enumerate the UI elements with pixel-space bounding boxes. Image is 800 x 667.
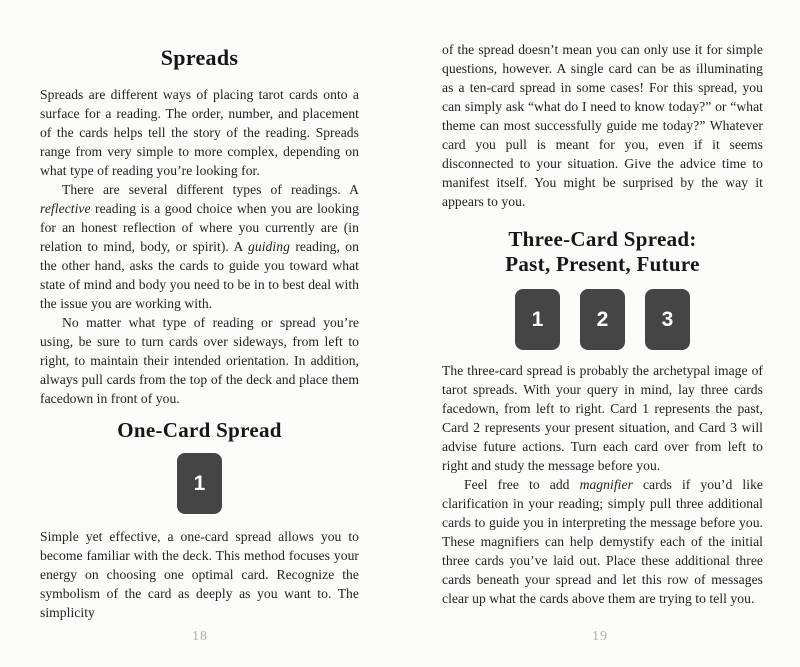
tarot-card-graphic-1 — [177, 453, 222, 514]
three-card-row — [442, 289, 763, 350]
paragraph-spreads-intro: Spreads are different ways of placing tarot cards onto a surface for a reading. The order, number, and placement of the cards helps tell the story of the reading. Spreads range from very simple to more complex, depending on what type of reading you’re looking for. — [40, 87, 359, 178]
card-number: 3 — [661, 307, 674, 331]
paragraph-one-card-description: Simple yet effective, a one-card spread allows you to become familiar with the deck. This method focuses your energy on choosing one optimal card. Recognize the symbolism of the card as deeply as you want to. The simplicity — [40, 529, 359, 620]
paragraph-one-card-continued: of the spread doesn’t mean you can only use it for simple questions, however. A single card can be as illuminating as a ten-card spread in some cases! For this spread, you can simply ask “what do I need to know today?” or “what theme can most successfully guide me today?” Whatever card you pull is meant for you, even if it seems disconnected to your situation. Give the advice time to manifest itself. You might be surprised by the way it appears to you. — [442, 42, 763, 209]
page-number-left: 18 — [192, 629, 208, 644]
italic-term-reflective: reflective — [40, 201, 91, 216]
tarot-card-graphic-future — [645, 289, 690, 350]
text-segment: Feel free to add — [464, 477, 580, 492]
paragraph-card-handling: No matter what type of reading or spread you’re using, be sure to turn cards over sideways, from left to right, to maintain their intended orientation. In addition, always pull cards from the top of the deck and place them facedown in front of you. — [40, 315, 359, 406]
card-number: 1 — [193, 471, 206, 495]
text-segment: There are several different types of readings. A — [62, 182, 359, 197]
italic-term-guiding: guiding — [248, 239, 290, 254]
italic-term-magnifier: magnifier — [579, 477, 633, 492]
subheading-line-1: Three-Card Spread: — [508, 227, 697, 251]
tarot-card-graphic-present — [580, 289, 625, 350]
paragraph-magnifier-cards — [442, 475, 763, 608]
subheading-one-card-spread: One-Card Spread — [117, 418, 282, 442]
tarot-card-graphic-past — [515, 289, 560, 350]
subheading-line-2: Past, Present, Future — [505, 252, 700, 276]
page-heading-spreads: Spreads — [160, 45, 239, 70]
text-segment: cards if you’d like clarification in your reading; simply pull three additional cards to guide you in interpreting the message before you. These magnifiers can help demystify each of the initial three cards you’ve laid out. Place these additional three cards beneath your spread and let this row of messages clear up what the cards above them are trying to tell you. — [442, 477, 763, 606]
right-page — [400, 0, 800, 667]
card-number: 1 — [531, 307, 544, 331]
paragraph-three-card-description: The three-card spread is probably the archetypal image of tarot spreads. With your query in mind, lay three cards facedown, from left to right. Card 1 represents the past, Card 2 represents your present situation, and Card 3 will advise future actions. Turn each card over from left to right and study the message before you. — [442, 363, 763, 473]
text-segment: reading is a good choice when you are looking for an honest reflection of where you currently are (in relation to mind, body, or spirit). A — [40, 201, 359, 254]
card-number: 2 — [596, 307, 609, 331]
page-number-right: 19 — [592, 629, 608, 644]
paragraph-reading-types — [40, 180, 359, 313]
text-segment: reading, on the other hand, asks the cards to guide you toward what state of mind and body you need to be in to best deal with the issue you are working with. — [40, 239, 359, 311]
subheading-three-card-spread — [442, 227, 763, 277]
